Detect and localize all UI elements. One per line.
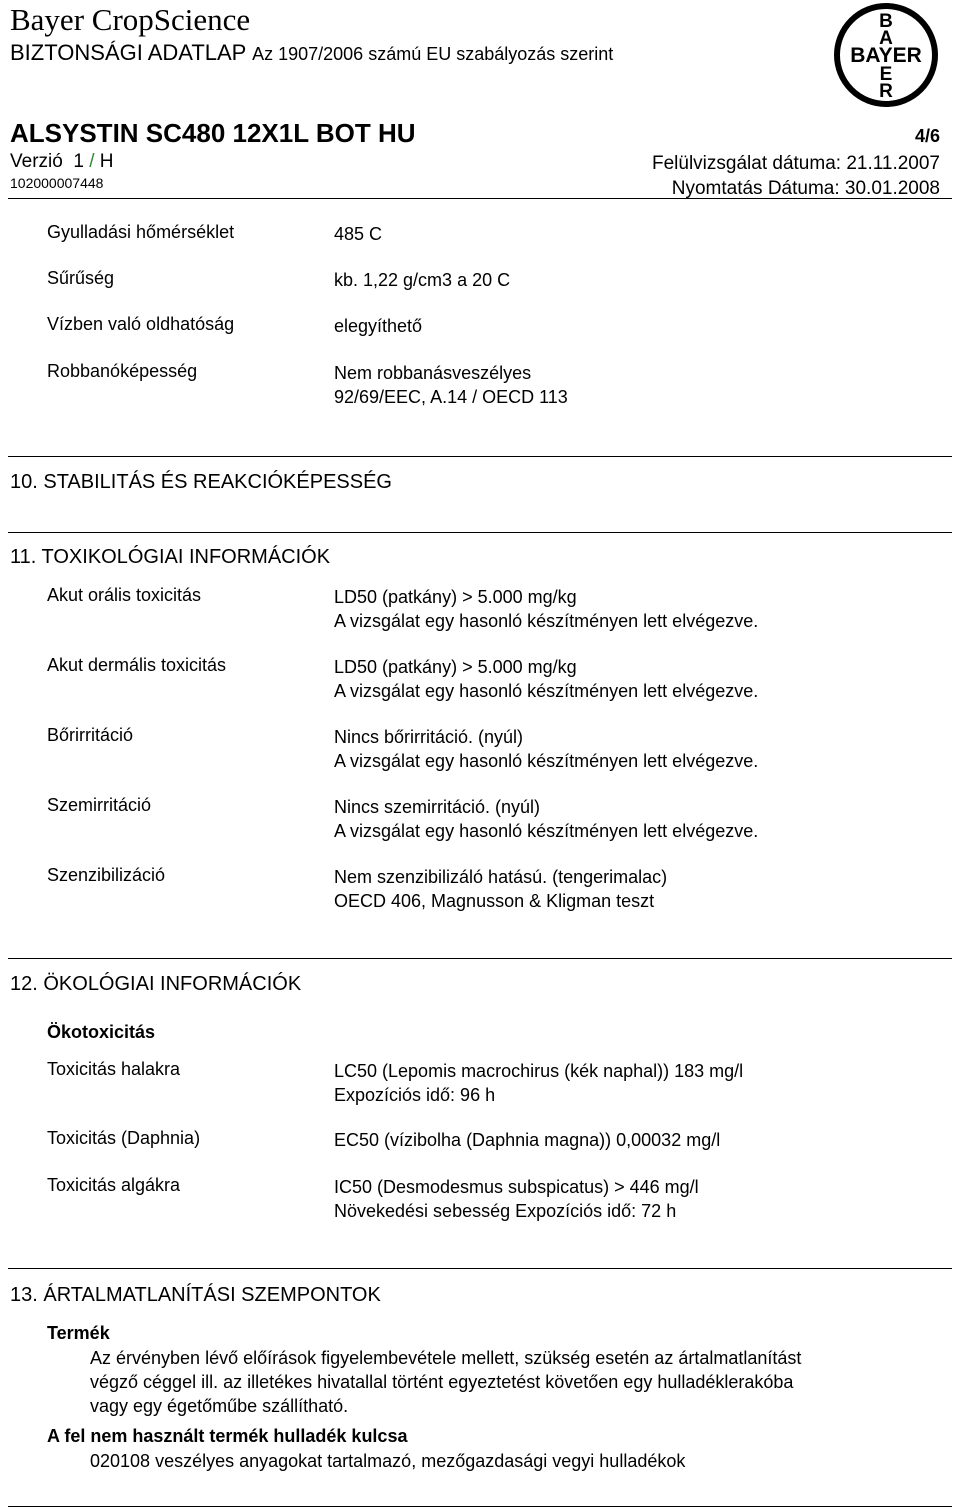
prop-label: Robbanóképesség bbox=[47, 361, 198, 381]
date-block bbox=[652, 151, 940, 201]
company-name: Bayer CropScience bbox=[10, 2, 251, 37]
disposal-text bbox=[90, 1346, 801, 1418]
eco-label: Toxicitás halakra bbox=[47, 1059, 181, 1079]
eco-value-line: LC50 (Lepomis macrochirus (kék naphal)) 183 mg/l bbox=[334, 1061, 744, 1081]
tox-value-line: A vizsgálat egy hasonló készítményen lett elvégezve. bbox=[334, 821, 759, 841]
tox-label: Szemirritáció bbox=[47, 795, 152, 815]
section-divider bbox=[8, 958, 952, 959]
section-divider bbox=[8, 456, 952, 457]
waste-code: 020108 veszélyes anyagokat tartalmazó, mezőgazdasági vegyi hulladékok bbox=[90, 1451, 686, 1471]
eco-value-line: IC50 (Desmodesmus subspicatus) > 446 mg/l bbox=[334, 1177, 699, 1197]
prop-value: elegyíthető bbox=[334, 316, 423, 336]
prop-value bbox=[334, 361, 568, 409]
version-info bbox=[10, 151, 114, 173]
document-title-line bbox=[10, 40, 613, 66]
section-13-title: 13. ÁRTALMATLANÍTÁSI SZEMPONTOK bbox=[10, 1284, 381, 1306]
eco-value bbox=[334, 1175, 699, 1223]
disposal-text-line: vagy egy égetőműbe szállítható. bbox=[90, 1396, 349, 1416]
section-12-title: 12. ÖKOLÓGIAI INFORMÁCIÓK bbox=[10, 973, 302, 995]
tox-value-line: A vizsgálat egy hasonló készítményen lett elvégezve. bbox=[334, 611, 759, 631]
product-heading: Termék bbox=[47, 1323, 110, 1343]
version-separator: / bbox=[89, 151, 95, 172]
footer-divider bbox=[8, 1506, 952, 1507]
section-divider bbox=[8, 1268, 952, 1269]
tox-value bbox=[334, 585, 758, 633]
logo-letter: E bbox=[879, 64, 893, 85]
tox-value bbox=[334, 865, 667, 913]
prop-value: 485 C bbox=[334, 224, 383, 244]
waste-key-heading: A fel nem használt termék hulladék kulcsa bbox=[47, 1426, 408, 1446]
version-label: Verzió bbox=[10, 151, 63, 172]
eco-value-line: Növekedési sebesség Expozíciós idő: 72 h bbox=[334, 1201, 677, 1221]
tox-value bbox=[334, 655, 758, 703]
regulation-text: Az 1907/2006 számú EU szabályozás szerint bbox=[252, 44, 614, 64]
logo-letter-row: BAYER bbox=[850, 44, 922, 67]
page-number: 4/6 bbox=[914, 126, 940, 146]
eco-value-line: Expozíciós idő: 96 h bbox=[334, 1085, 496, 1105]
document-title: BIZTONSÁGI ADATLAP bbox=[10, 40, 246, 65]
prop-value-line: 92/69/EEC, A.14 / OECD 113 bbox=[334, 387, 568, 407]
eco-value bbox=[334, 1059, 743, 1107]
tox-value-line: OECD 406, Magnusson & Kligman teszt bbox=[334, 891, 655, 911]
eco-value: EC50 (vízibolha (Daphnia magna)) 0,00032 mg/l bbox=[334, 1130, 721, 1150]
logo-letter: R bbox=[879, 81, 893, 102]
tox-value-line: LD50 (patkány) > 5.000 mg/kg bbox=[334, 587, 577, 607]
tox-label: Bőrirritáció bbox=[47, 725, 134, 745]
eco-label: Toxicitás algákra bbox=[47, 1175, 181, 1195]
tox-value-line: A vizsgálat egy hasonló készítményen lett elvégezve. bbox=[334, 751, 759, 771]
section-divider bbox=[8, 532, 952, 533]
tox-value-line: Nincs bőrirritáció. (nyúl) bbox=[334, 727, 524, 747]
prop-label: Vízben való oldhatóság bbox=[47, 314, 235, 334]
prop-label: Sűrűség bbox=[47, 268, 115, 288]
tox-value-line: A vizsgálat egy hasonló készítményen lett elvégezve. bbox=[334, 681, 759, 701]
prop-value: kb. 1,22 g/cm3 a 20 C bbox=[334, 270, 511, 290]
eco-label: Toxicitás (Daphnia) bbox=[47, 1128, 201, 1148]
tox-value bbox=[334, 795, 758, 843]
disposal-text-line: végző céggel ill. az illetékes hivatallal történt egyeztetést követően egy hulladéklerakóba bbox=[90, 1372, 794, 1392]
revision-date: Felülvizsgálat dátuma: 21.11.2007 bbox=[652, 153, 940, 174]
prop-value-line: Nem robbanásveszélyes bbox=[334, 363, 532, 383]
tox-value-line: Nincs szemirritáció. (nyúl) bbox=[334, 797, 541, 817]
product-name: ALSYSTIN SC480 12X1L BOT HU bbox=[10, 118, 416, 148]
tox-value-line: Nem szenzibilizáló hatású. (tengerimalac) bbox=[334, 867, 668, 887]
tox-label: Szenzibilizáció bbox=[47, 865, 166, 885]
tox-value-line: LD50 (patkány) > 5.000 mg/kg bbox=[334, 657, 577, 677]
version-letter: H bbox=[99, 151, 114, 172]
material-code: 102000007448 bbox=[10, 175, 104, 191]
prop-label: Gyulladási hőmérséklet bbox=[47, 222, 235, 242]
disposal-text-line: Az érvényben lévő előírások figyelembevétele mellett, szükség esetén az ártalmatlanítást bbox=[90, 1348, 802, 1368]
tox-label: Akut orális toxicitás bbox=[47, 585, 202, 605]
ecotox-subtitle: Ökotoxicitás bbox=[47, 1022, 156, 1042]
section-11-title: 11. TOXIKOLÓGIAI INFORMÁCIÓK bbox=[10, 546, 331, 568]
bayer-cross-logo bbox=[833, 2, 939, 108]
print-date: Nyomtatás Dátuma: 30.01.2008 bbox=[671, 178, 940, 199]
logo-letter: A bbox=[879, 28, 893, 49]
section-10-title: 10. STABILITÁS ÉS REAKCIÓKÉPESSÉG bbox=[10, 471, 392, 493]
tox-label: Akut dermális toxicitás bbox=[47, 655, 227, 675]
tox-value bbox=[334, 725, 758, 773]
logo-letter: B bbox=[879, 11, 893, 32]
version-number: 1 bbox=[73, 151, 84, 172]
header-divider bbox=[8, 198, 952, 199]
